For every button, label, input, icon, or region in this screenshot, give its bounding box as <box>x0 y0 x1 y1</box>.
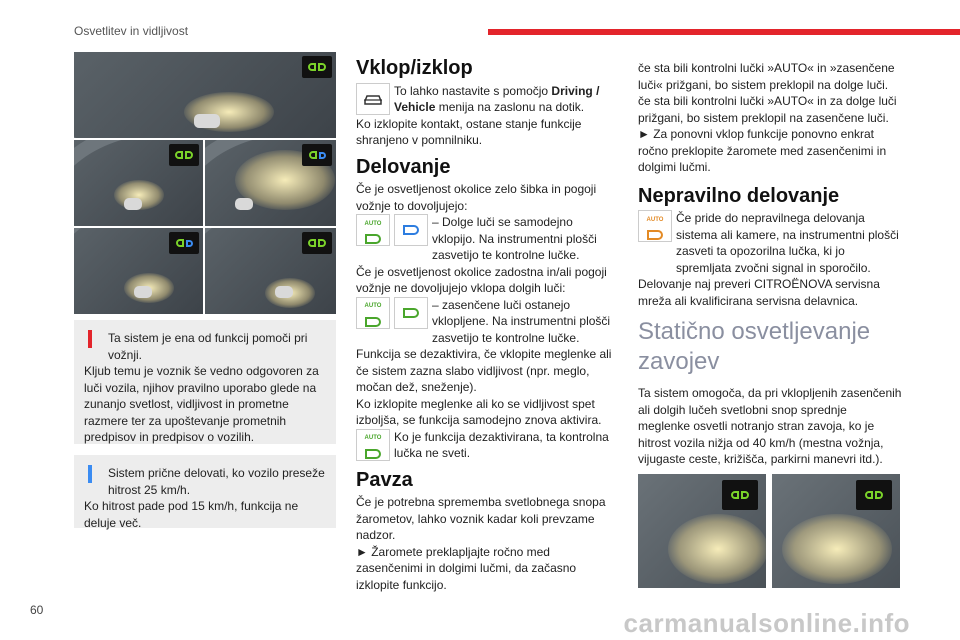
vklop-text-b: menija na zaslonu na dotik. <box>435 100 585 114</box>
vklop-text-c: Ko izklopite kontakt, ostane stanje funkcije shranjeno v pomnilniku. <box>356 116 582 147</box>
car-headlight-icon <box>722 480 758 510</box>
watermark: carmanualsonline.info <box>623 608 910 638</box>
heading-vklop: Vklop/izklop <box>356 57 473 79</box>
illustration-road-mid-left <box>74 140 203 226</box>
nepravilno-1: Če pride do nepravilnega delovanja sistema ali kamere, na instrumentni plošči zasveti ta opozorilna lučka, ki jo spremljata zvočni signal in sporočilo. <box>676 211 899 275</box>
car-headlight-icon <box>856 480 892 510</box>
warning-box <box>74 320 336 444</box>
info-line-1: Sistem prične delovati, ko vozilo preseže hitrost 25 km/h. <box>108 466 325 497</box>
delovanje-2: – Dolge luči se samodejno vklopijo. Na instrumentni plošči zasvetijo te kontrolne lučke. <box>432 215 597 262</box>
nepravilno-2: Delovanje naj preveri CITROËNOVA servisna mreža ali kvalificirana servisna delavnica. <box>638 277 880 308</box>
illustration-road-mid-right <box>205 140 336 226</box>
section-title: Osvetlitev in vidljivost <box>74 24 189 38</box>
vklop-menu-name: Driving / Vehicle <box>394 83 600 114</box>
header-accent-bar <box>488 29 960 35</box>
right-2: če sta bili kontrolni lučki »AUTO« in za dolge luči prižgani, bo sistem preklopil na zasenčene luči. <box>638 94 897 125</box>
warning-line-2: Kljub temu je voznik še vedno odgovoren za luči vozila, njihov pravilno uporabo glede na zunanjo svetlost, vidljivost in prometne razmere ter za upoštevanje prometnih predpisov in predpisov o vozilih. <box>84 364 319 444</box>
low-beam-indicator-icon <box>394 297 428 329</box>
high-beam-indicator-icon <box>394 214 428 246</box>
right-column <box>638 60 902 468</box>
info-line-2: Ko hitrost pade pod 15 km/h, funkcija ne deluje več. <box>84 499 299 530</box>
exclamation-icon <box>88 330 92 348</box>
pavza-2: ► Žaromete preklapljajte ročno med zasenčenimi in dolgimi lučmi, da začasno izklopite funkcijo. <box>356 544 577 592</box>
auto-low-beam-icon <box>302 232 332 254</box>
page-number: 60 <box>30 603 44 617</box>
delovanje-3: Če je osvetljenost okolice zadostna in/ali pogoji vožnje ne dovoljujejo vklopa dolgih luči: <box>356 264 607 295</box>
heading-staticno: Statično osvetljevanje zavojev <box>638 318 871 375</box>
staticno-1: Ta sistem omogoča, da pri vklopljenih zasenčenih ali dolgih lučeh svetlobni snop sprednje meglenke osvetli notranjo stran zavoja, ko je hitrost vozila nižja od 40 km/h (mestna vožnja, vijugaste ceste, križišča, parkirni manevri itd.). <box>638 386 902 466</box>
delovanje-5: Funkcija se dezaktivira, če vklopite meglenke ali če sistem zazna slabo vidljivost (npr. meglo, močan dež, sneženje). <box>356 347 612 394</box>
info-box <box>74 455 336 528</box>
info-icon <box>88 465 92 483</box>
heading-pavza: Pavza <box>356 468 413 491</box>
illustration-road-bottom-left <box>74 228 203 314</box>
pavza-1: Če je potrebna sprememba svetlobnega snopa žarometov, lahko voznik kadar koli prevzame nadzor. <box>356 495 606 542</box>
right-3: ► Za ponovni vklop funkcije ponovno enkrat ročno preklopite žaromete med zasenčenimi in dolgimi lučmi. <box>638 127 887 174</box>
illustration-road-top <box>74 52 336 138</box>
delovanje-6: Ko izklopite meglenke ali ko se vidljivost spet izboljša, se funkcija samodejno znova aktivira. <box>356 396 602 427</box>
auto-indicator-icon: AUTO <box>356 214 390 246</box>
auto-indicator-icon: AUTO <box>356 297 390 329</box>
auto-high-beam-icon <box>169 232 199 254</box>
auto-high-beam-icon <box>302 144 332 166</box>
heading-delovanje: Delovanje <box>356 155 451 178</box>
illustration-cornering-left <box>638 474 766 588</box>
auto-low-beam-icon <box>169 144 199 166</box>
delovanje-7: Ko je funkcija dezaktivirana, ta kontrolna lučka ne sveti. <box>394 429 609 460</box>
warning-line-1: Ta sistem je ena od funkcij pomoči pri vožnji. <box>108 331 308 362</box>
auto-fault-warning-icon: AUTO <box>638 210 672 242</box>
vklop-text-a: To lahko nastavite s pomočjo <box>394 83 552 98</box>
auto-low-beam-icon <box>302 56 332 78</box>
delovanje-4: – zasenčene luči ostanejo vklopljene. Na instrumentni plošči zasvetijo te kontrolne lučke. <box>432 297 611 345</box>
illustration-cornering-right <box>772 474 900 588</box>
illustration-road-bottom-right <box>205 228 336 314</box>
heading-nepravilno: Nepravilno delovanje <box>638 184 840 207</box>
middle-column <box>356 54 612 593</box>
delovanje-1: Če je osvetljenost okolice zelo šibka in pogoji vožnje to dovoljujejo: <box>356 182 597 213</box>
car-settings-icon <box>356 83 390 115</box>
auto-indicator-icon: AUTO <box>356 429 390 461</box>
right-1: če sta bili kontrolni lučki »AUTO« in »zasenčene luči« prižgani, bo sistem preklopil na dolge luči. <box>638 61 895 92</box>
